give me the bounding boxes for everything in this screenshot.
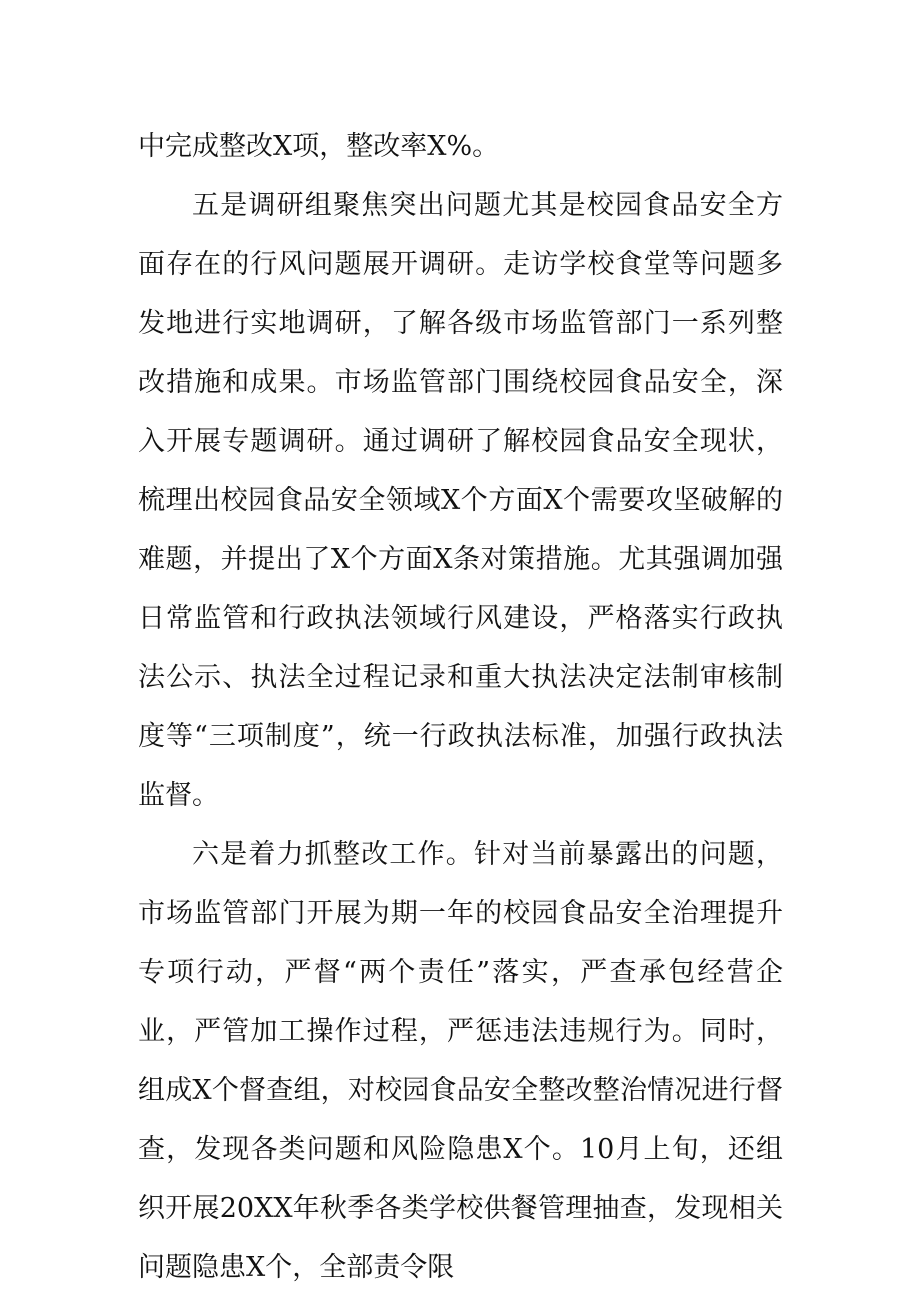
paragraph-item-five: 五是调研组聚焦突出问题尤其是校园食品安全方面存在的行风问题展开调研。走访学校食堂等问题多发地进行实地调研，了解各级市场监管部门一系列整改措施和成果。市场监管部门围绕校园食品安全，深入开展专题调研。通过调研了解校园食品安全现状，梳理出校园食品安全领域X个方面X个需要攻坚破解的难题，并提出了X个方面X条对策措施。尤其强调加强日常监管和行政执法领域行风建设，严格落实行政执法公示、执法全过程记录和重大执法决定法制审核制度等“三项制度”，统一行政执法标准，加强行政执法监督。 xyxy=(138,190,783,811)
paragraph-continuation: 中完成整改X项，整改率X%。 xyxy=(138,131,500,162)
paragraph-item-six: 六是着力抓整改工作。针对当前暴露出的问题，市场监管部门开展为期一年的校园食品安全治理提升专项行动，严督“两个责任”落实，严查承包经营企业，严管加工操作过程，严惩违法违规行为。同时，组成X个督查组，对校园食品安全整改整治情况进行督查，发现各类问题和风险隐患X个。10月上旬，还组织开展20XX年秋季各类学校供餐管理抽查，发现相关问题隐患X个，全部责令限 xyxy=(138,839,783,1283)
document-body xyxy=(138,117,783,1297)
